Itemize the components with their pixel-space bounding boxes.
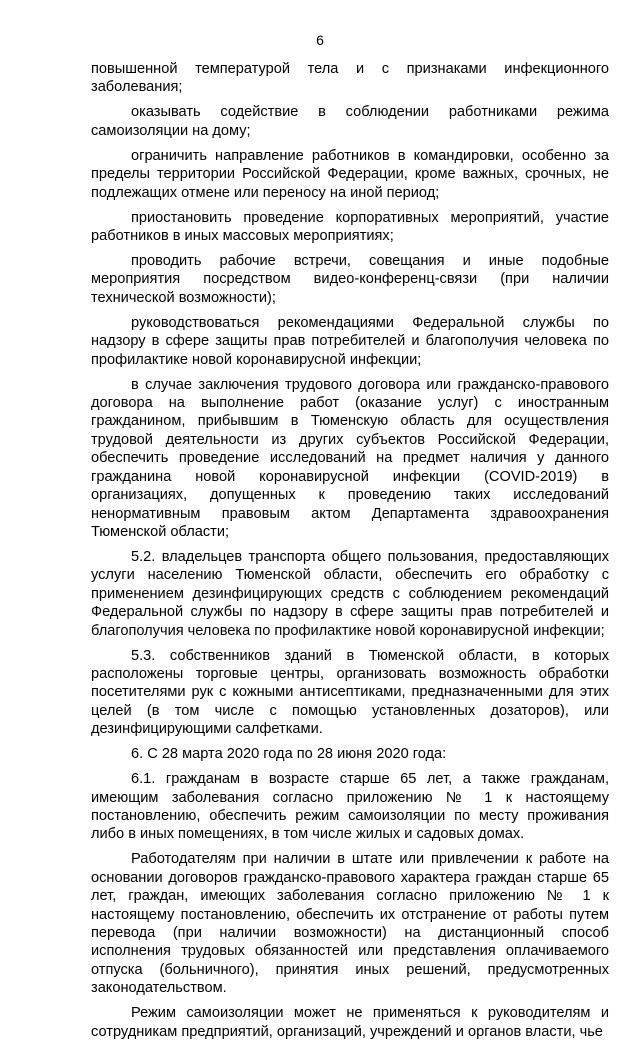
paragraph: приостановить проведение корпоративных мероприятий, участие работников в иных массовых мероприятиях; [91, 209, 609, 245]
document-body [91, 60, 609, 1048]
paragraph: ограничить направление работников в командировки, особенно за пределы территории Российской Федерации, кроме важных, срочных, не подлежащих отмене или переносу на иной период; [91, 147, 609, 201]
paragraph: в случае заключения трудового договора или гражданско-правового договора на выполнение работ (оказание услуг) с иностранным гражданином, прибывшим в Тюменскую область для осуществления трудовой деятельности из других субъектов Российской Федерации, обеспечить проведение исследований на предмет наличия у данного гражданина новой коронавирусной инфекции (COVID-2019) в организациях, допущенных к проведению таких исследований ненормативным правовым актом Департамента здравоохранения Тюменской области; [91, 376, 609, 540]
paragraph: оказывать содействие в соблюдении работниками режима самоизоляции на дому; [91, 104, 609, 139]
paragraph: проводить рабочие встречи, совещания и иные подобные мероприятия посредством видео-конференц-связи (при наличии технической возможности); [91, 253, 609, 306]
paragraph: руководствоваться рекомендациями Федеральной службы по надзору в сфере защиты прав потребителей и благополучия человека по профилактике новой коронавирусной инфекции; [91, 314, 609, 368]
paragraph: повышенной температурой тела и с признаками инфекционного заболевания; [91, 61, 609, 96]
paragraph: 5.2. владельцев транспорта общего пользования, предоставляющих услуги населению Тюменской области, обеспечить его обработку с применением дезинфицирующих средств с соблюдением рекомендаций Федеральной службы по надзору в сфере защиты прав потребителей и благополучия человека по профилактике новой коронавирусной инфекции; [91, 548, 609, 639]
paragraph: 6.1. гражданам в возрасте старше 65 лет, а также гражданам, имеющим заболевания согласно приложению № 1 к настоящему постановлению, обеспечить режим самоизоляции по месту проживания либо в иных помещениях, в том числе жилых и садовых домах. [91, 771, 609, 843]
page-number: 6 [316, 32, 324, 48]
paragraph: Работодателям при наличии в штате или привлечении к работе на основании договоров гражданско-правового характера граждан старше 65 лет, граждан, имеющих заболевания согласно приложению № 1 к настоящему постановлению, обеспечить их отстранение от работы путем перевода (при наличии возможности) на дистанционный способ исполнения трудовых обязанностей или представления оплачиваемого отпуска (больничного), принятия иных решений, предусмотренных законодательством. [91, 851, 609, 997]
paragraph: Режим самоизоляции может не применяться к руководителям и сотрудникам предприятий, организаций, учреждений и органов власти, чье [91, 1005, 609, 1040]
paragraph: 6. С 28 марта 2020 года по 28 июня 2020 года: [131, 746, 447, 763]
paragraph: 5.3. собственников зданий в Тюменской области, в которых расположены торговые центры, организовать возможность обработки посетителями рук с кожными антисептиками, предназначенными для этих целей (в том числе с помощью установленных дозаторов), или дезинфицирующими салфетками. [91, 647, 609, 738]
